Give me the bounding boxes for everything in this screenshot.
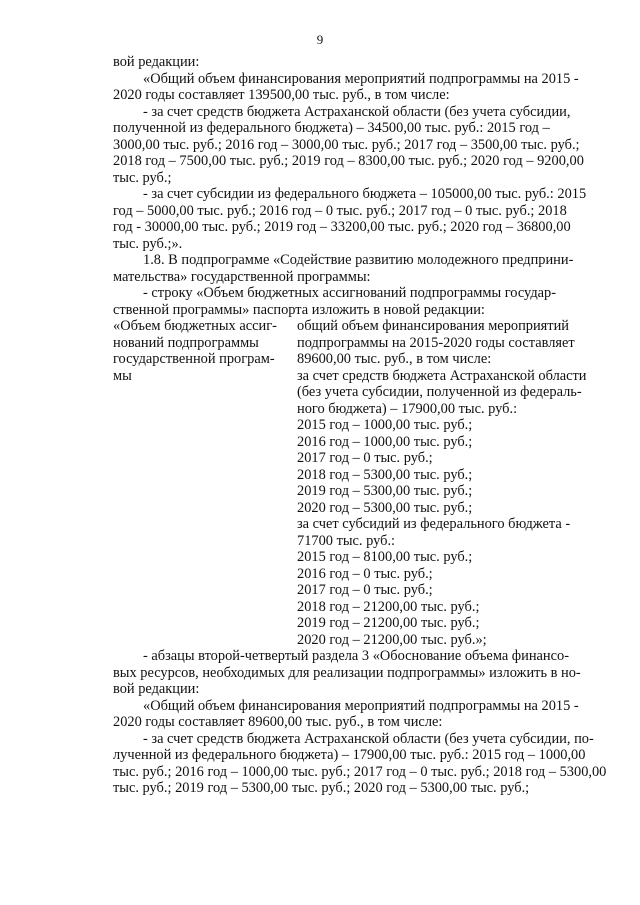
text-line: ственной программы» паспорта изложить в новой редакции: [113, 301, 485, 318]
text-line: 2020 год – 21200,00 тыс. руб.»; [297, 631, 487, 648]
text-line: «Общий объем финансирования мероприятий подпрограммы на 2015 - [143, 697, 579, 714]
text-line: 2018 год – 21200,00 тыс. руб.; [297, 598, 480, 615]
text-line: подпрограммы на 2015-2020 годы составляет [297, 334, 575, 351]
text-line: 2019 год – 5300,00 тыс. руб.; [297, 483, 473, 499]
text-line: - абзацы второй-четвертый раздела 3 «Обоснование объема финансо- [143, 648, 569, 664]
text-line: 3000,00 тыс. руб.; 2016 год – 3000,00 тыс. руб.; 2017 год – 3500,00 тыс. руб.; [113, 136, 580, 153]
text-line: вых ресурсов, необходимых для реализации подпрограммы» изложить в но- [113, 664, 581, 681]
passport-table [113, 318, 611, 648]
text-line: 2018 год – 7500,00 тыс. руб.; 2019 год – 8300,00 тыс. руб.; 2020 год – 9200,00 [113, 153, 584, 169]
text-line: нований подпрограммы [113, 334, 259, 351]
text-line: (без учета субсидии, полученной из федераль- [297, 384, 582, 400]
text-line: - строку «Объем бюджетных ассигнований подпрограммы государ- [143, 285, 557, 301]
text-line: 2020 годы составляет 139500,00 тыс. руб., в том числе: [113, 87, 450, 103]
passport-right-column [297, 318, 611, 648]
text-line: 2020 год – 5300,00 тыс. руб.; [297, 499, 473, 516]
text-line: год - 30000,00 тыс. руб.; 2019 год – 33200,00 тыс. руб.; 2020 год – 36800,00 [113, 219, 571, 235]
text-line: ного бюджета) – 17900,00 тыс. руб.: [297, 400, 518, 417]
text-line: 2016 год – 1000,00 тыс. руб.; [297, 433, 473, 450]
text-line: 2019 год – 21200,00 тыс. руб.; [297, 615, 480, 631]
text-line: тыс. руб.;». [113, 235, 183, 252]
text-line: вой редакции: [113, 681, 200, 697]
text-line: 89600,00 тыс. руб., в том числе: [297, 351, 492, 367]
text-line: тыс. руб.; [113, 169, 172, 186]
text-line: - за счет субсидии из федерального бюджета – 105000,00 тыс. руб.: 2015 [143, 186, 587, 202]
text-line: - за счет средств бюджета Астраханской области (без учета субсидии, [143, 103, 571, 120]
text-line: 2017 год – 0 тыс. руб.; [297, 450, 433, 466]
text-line: 2017 год – 0 тыс. руб.; [297, 582, 433, 598]
text-line: за счет средств бюджета Астраханской области [297, 367, 587, 384]
text-line: 71700 тыс. руб.: [297, 532, 396, 549]
text-line: государственной програм- [113, 351, 275, 367]
text-line: тыс. руб.; 2016 год – 1000,00 тыс. руб.; 2017 год – 0 тыс. руб.; 2018 год – 5300,00 [113, 763, 607, 780]
passport-left-column [113, 318, 287, 648]
text-line: - за счет средств бюджета Астраханской области (без учета субсидии, по- [143, 730, 594, 747]
text-line: год – 5000,00 тыс. руб.; 2016 год – 0 тыс. руб.; 2017 год – 0 тыс. руб.; 2018 [113, 202, 567, 219]
document-body [113, 54, 611, 797]
text-line: полученной из федерального бюджета) – 34500,00 тыс. руб.: 2015 год – [113, 120, 550, 136]
text-line: 1.8. В подпрограмме «Содействие развитию молодежного предприни- [143, 252, 574, 268]
text-line: мы [113, 367, 132, 384]
text-line: лученной из федерального бюджета) – 17900,00 тыс. руб.: 2015 год – 1000,00 [113, 747, 586, 763]
text-line: общий объем финансирования мероприятий [297, 318, 569, 334]
text-line: 2020 годы составляет 89600,00 тыс. руб., в том числе: [113, 714, 443, 730]
page-number: 9 [316, 32, 324, 47]
text-line: «Объем бюджетных ассиг- [113, 318, 277, 334]
text-line: 2015 год – 1000,00 тыс. руб.; [297, 417, 473, 433]
text-line: мательства» государственной программы: [113, 268, 371, 285]
text-line: 2016 год – 0 тыс. руб.; [297, 565, 433, 582]
text-line: за счет субсидий из федерального бюджета - [297, 516, 571, 532]
text-line: 2015 год – 8100,00 тыс. руб.; [297, 549, 473, 565]
text-line: 2018 год – 5300,00 тыс. руб.; [297, 466, 473, 483]
text-line: тыс. руб.; 2019 год – 5300,00 тыс. руб.; 2020 год – 5300,00 тыс. руб.; [113, 780, 530, 796]
text-line: вой редакции: [113, 54, 200, 70]
text-line: «Общий объем финансирования мероприятий подпрограммы на 2015 - [143, 70, 579, 87]
